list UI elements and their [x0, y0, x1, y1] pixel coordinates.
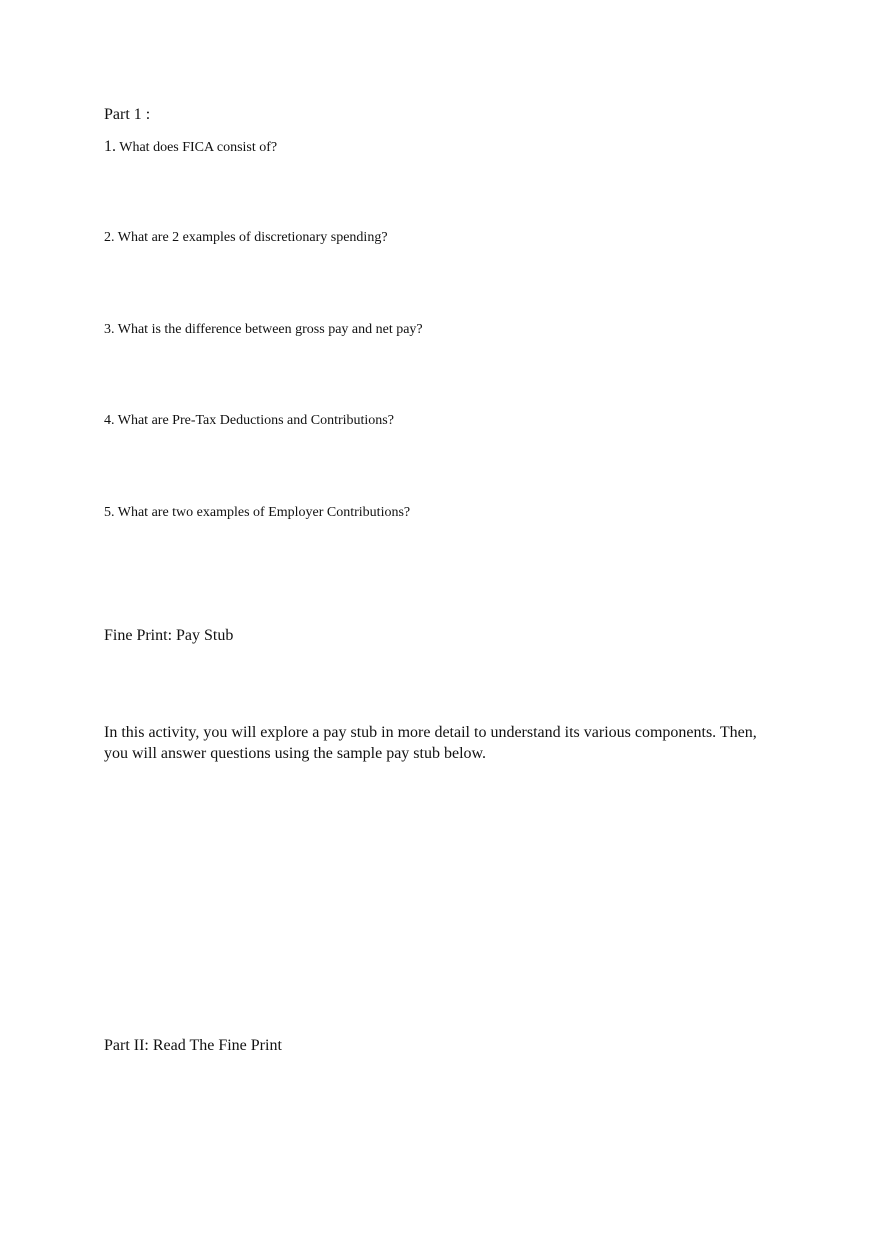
question-5-number: 5.	[104, 505, 115, 520]
question-4-number: 4.	[104, 413, 115, 428]
question-3-number: 3.	[104, 322, 115, 337]
question-3	[104, 322, 423, 339]
question-2	[104, 230, 388, 247]
question-5	[104, 505, 410, 522]
intro-paragraph: In this activity, you will explore a pay stub in more detail to understand its various components. Then, you will answer questions using the sample pay stub below.	[104, 724, 757, 762]
question-2-text: What are 2 examples of discretionary spending?	[117, 230, 388, 245]
question-5-text: What are two examples of Employer Contributions?	[117, 505, 411, 520]
part1-heading: Part 1 :	[104, 106, 151, 123]
question-1	[104, 137, 277, 157]
question-4	[104, 413, 394, 430]
question-3-text: What is the difference between gross pay and net pay?	[117, 322, 423, 337]
question-1-number: 1.	[104, 138, 116, 155]
question-1-text: What does FICA consist of?	[119, 140, 278, 155]
question-2-number: 2.	[104, 230, 115, 245]
part2-heading: Part II: Read The Fine Print	[104, 1037, 282, 1054]
fine-print-heading: Fine Print: Pay Stub	[104, 627, 234, 644]
question-4-text: What are Pre-Tax Deductions and Contributions?	[117, 413, 394, 428]
